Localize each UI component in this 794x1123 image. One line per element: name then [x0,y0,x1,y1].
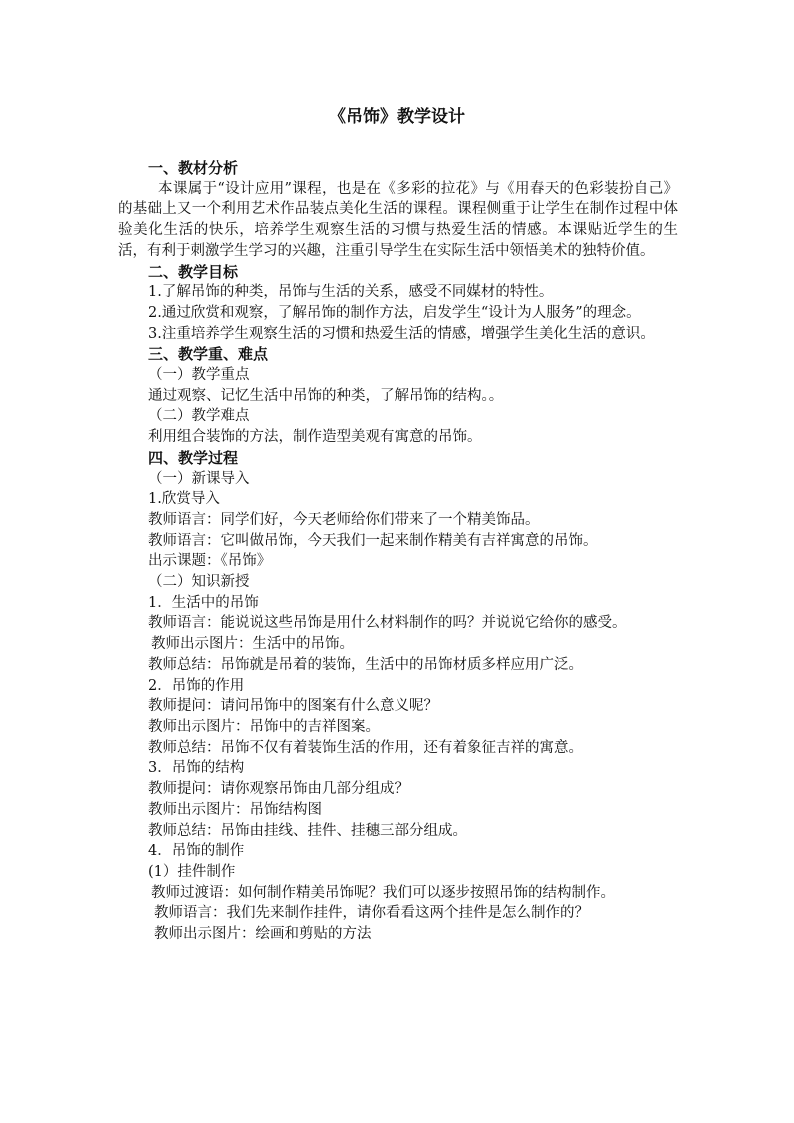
knowledge-item-heading: 2．吊饰的作用 [148,677,245,694]
knowledge-line: 教师出示图片：吊饰结构图 [148,801,322,818]
intro-line: 教师语言：它叫做吊饰，今天我们一起来制作精美有吉祥寓意的吊饰。 [148,532,598,549]
intro-line: 出示课题：《吊饰》 [148,553,272,570]
knowledge-line: 教师出示图片：绘画和剪贴的方法 [154,926,372,943]
knowledge-line: 教师总结：吊饰就是吊着的装饰，生活中的吊饰材质多样应用广泛。 [148,656,583,673]
difficulty-text: 利用组合装饰的方法，制作造型美观有寓意的吊饰。 [148,429,482,446]
intro-line: 教师语言：同学们好，今天老师给你们带来了一个精美饰品。 [148,511,540,528]
difficulty-subheading: （二）教学难点 [148,408,250,425]
knowledge-line: 教师出示图片：生活中的吊饰。 [151,636,354,653]
knowledge-subitem: (1）挂件制作 [148,863,236,880]
intro-subheading: （一）新课导入 [148,470,250,487]
knowledge-line: 教师语言：能说说这些吊饰是用什么材料制作的吗？并说说它给你的感受。 [148,615,627,632]
knowledge-subheading: （二）知识新授 [148,574,250,591]
knowledge-line: 教师提问：请你观察吊饰由几部分组成？ [148,781,409,798]
knowledge-line: 教师总结：吊饰由挂线、挂件、挂穗三部分组成。 [148,822,467,839]
intro-item: 1.欣赏导入 [148,491,220,508]
goal-1: 1.了解吊饰的种类，吊饰与生活的关系，感受不同媒材的特性。 [148,284,554,301]
knowledge-line: 教师过渡语：如何制作精美吊饰呢？我们可以逐步按照吊饰的结构制作。 [151,884,615,901]
goal-3: 3.注重培养学生观察生活的习惯和热爱生活的情感，增强学生美化生活的意识。 [148,325,655,342]
key-point-subheading: （一）教学重点 [148,367,250,384]
knowledge-item-heading: 3．吊饰的结构 [148,760,245,777]
knowledge-line: 教师出示图片：吊饰中的吉祥图案。 [148,718,380,735]
knowledge-item-heading: 1．生活中的吊饰 [148,594,259,611]
section-heading-goals: 二、教学目标 [148,262,239,281]
section-heading-process: 四、教学过程 [148,448,239,467]
knowledge-line: 教师总结：吊饰不仅有着装饰生活的作用，还有着象征吉祥的寓意。 [148,739,583,756]
key-point-text: 通过观察、记忆生活中吊饰的种类，了解吊饰的结构。。 [148,387,504,404]
document-title: 《吊饰》教学设计 [329,107,465,127]
section-heading-materials: 一、教材分析 [148,159,239,177]
knowledge-line: 教师提问：请问吊饰中的图案有什么意义呢？ [148,698,438,715]
document-body [118,158,678,945]
section-heading-key-points: 三、教学重、难点 [148,345,269,364]
goal-2: 2.通过欣赏和观察，了解吊饰的制作方法，启发学生“设计为人服务”的理念。 [148,304,641,321]
materials-paragraph: 本课属于“设计应用”课程，也是在《多彩的拉花》与《用春天的色彩装扮自己》的基础上又一个利用艺术作品装点美化生活的课程。课程侧重于让学生在制作过程中体验美化生活的快乐，培养学生观察生活的习惯与热爱生活的情感。本课贴近学生的生活，有利于刺激学生学习的兴趣，注重引导学生在实际生活中领悟美术的独特价值。 [118,180,678,259]
knowledge-item-heading: 4．吊饰的制作 [148,843,245,860]
knowledge-line: 教师语言：我们先来制作挂件，请你看看这两个挂件是怎么制作的？ [154,905,589,922]
